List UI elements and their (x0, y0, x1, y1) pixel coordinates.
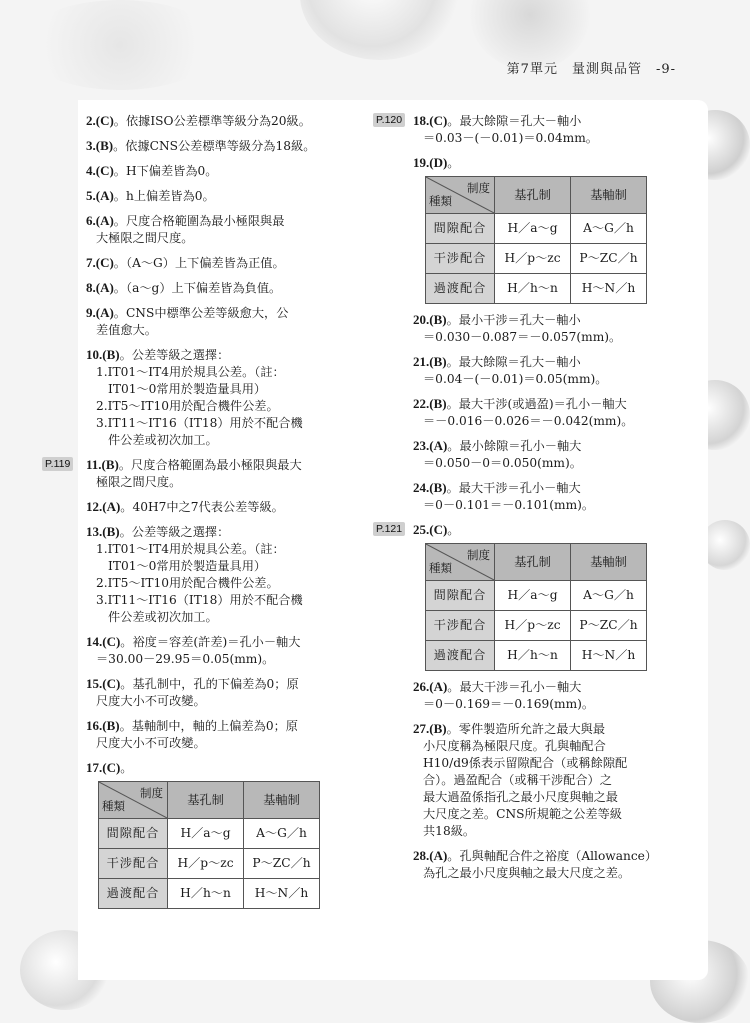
answer-text: 。基孔制中，孔的下偏差為0；原 (120, 677, 299, 691)
answer-number: 15.(C) (86, 676, 121, 691)
answer-line: 3.IT11～IT16（IT18）用於不配合機 (96, 416, 303, 430)
row-label: 過渡配合 (99, 879, 168, 909)
answer-number: 18.(C) (413, 113, 448, 128)
table-header-row (99, 782, 320, 819)
answer-item (413, 678, 675, 713)
table-cell: H／h～n (168, 879, 244, 909)
answer-line: 尺度大小不可改變。 (96, 736, 206, 750)
answer-text: 。最大干涉＝孔小－軸大 (446, 481, 581, 495)
fit-table (425, 543, 647, 671)
table-cell: P～ZC／h (571, 611, 647, 641)
answer-text: 。h上偏差皆為0。 (113, 189, 215, 203)
answer-item (86, 675, 344, 710)
answer-line: 小尺度稱為極限尺度。孔與軸配合 (423, 739, 606, 753)
answer-number: 7.(C) (86, 255, 114, 270)
answer-line (86, 137, 344, 155)
answer-number: 19.(D) (413, 155, 448, 170)
answer-line: 大極限之間尺度。 (96, 231, 194, 245)
answer-line (86, 279, 344, 297)
row-label: 間隙配合 (99, 819, 168, 849)
answer-text: 。（A～G）上下偏差皆為正值。 (113, 256, 285, 270)
table-cell: A～G／h (571, 581, 647, 611)
answer-number: 14.(C) (86, 634, 121, 649)
answer-number: 2.(C) (86, 113, 114, 128)
answer-item (413, 479, 675, 514)
answer-line: 極限之間尺度。 (96, 475, 182, 489)
answer-text: 。最小餘隙＝孔小－軸大 (447, 439, 582, 453)
answer-line (86, 675, 344, 693)
answer-line (86, 112, 344, 130)
answer-item (86, 633, 344, 668)
answer-line (86, 304, 344, 322)
column-header: 基軸制 (571, 177, 647, 214)
table-cell: H／p～zc (495, 244, 571, 274)
answer-line: 尺度大小不可改變。 (96, 694, 206, 708)
answer-line: ＝0.050－0＝0.050(mm)。 (423, 456, 582, 470)
column-header: 基軸制 (244, 782, 320, 819)
answer-item (413, 847, 675, 882)
answer-item (86, 717, 344, 752)
answer-line: 合）。過盈配合（或稱干涉配合）之 (423, 773, 612, 787)
answer-text: 。H下偏差皆為0。 (113, 164, 218, 178)
answer-item (86, 346, 344, 449)
table-cell: H～N／h (244, 879, 320, 909)
answer-line (413, 437, 675, 455)
answer-line: 3.IT11～IT16（IT18）用於不配合機 (96, 593, 303, 607)
table-corner-cell (426, 177, 495, 214)
answer-number: 12.(A) (86, 499, 121, 514)
answer-line (413, 154, 675, 172)
column-header: 基孔制 (495, 544, 571, 581)
answer-line (413, 678, 675, 696)
answer-number: 13.(B) (86, 524, 120, 539)
answer-number: 28.(A) (413, 848, 448, 863)
answer-number: 24.(B) (413, 480, 447, 495)
decorative-bubble (20, 0, 220, 90)
table-header-row (426, 544, 647, 581)
table-cell: H／h～n (495, 274, 571, 304)
answer-line: 為孔之最小尺度與軸之最大尺度之差。 (423, 866, 631, 880)
answer-text: 。 (120, 761, 133, 775)
answer-text: 。孔與軸配合件之裕度（Allowance） (447, 849, 658, 863)
answer-line: ＝－0.016－0.026＝－0.042(mm)。 (423, 414, 634, 428)
page-header: 第7單元 量測與品管 -9- (506, 62, 676, 77)
table-cell: H／p～zc (168, 849, 244, 879)
answer-number: 6.(A) (86, 213, 114, 228)
answer-text: 。依據CNS公差標準等級分為18級。 (113, 139, 316, 153)
answer-number: 20.(B) (413, 312, 447, 327)
answer-text: 。最大餘隙＝孔大－軸小 (447, 114, 582, 128)
row-label: 過渡配合 (426, 641, 495, 671)
answer-line: 2.IT5～IT10用於配合機件公差。 (96, 576, 279, 590)
corner-label-system: 制度 (467, 181, 490, 195)
answer-line: 件公差或初次加工。 (108, 610, 218, 624)
answer-number: 8.(A) (86, 280, 114, 295)
answer-line: ＝30.00－29.95＝0.05(mm)。 (96, 652, 275, 666)
table-cell: P～ZC／h (244, 849, 320, 879)
answer-line: ＝0.030－0.087＝－0.057(mm)。 (423, 330, 622, 344)
table-cell: P～ZC／h (571, 244, 647, 274)
answer-text: 。40H7中之7代表公差等級。 (120, 500, 284, 514)
table-row (426, 244, 647, 274)
answer-text: 。（a～g）上下偏差皆為負值。 (113, 281, 282, 295)
answer-column-left (45, 112, 344, 916)
answer-text: 。裕度＝容差(許差)＝孔小－軸大 (120, 635, 301, 649)
row-label: 干涉配合 (426, 244, 495, 274)
fit-table (98, 781, 320, 909)
answer-text: 。基軸制中，軸的上偏差為0；原 (119, 719, 298, 733)
answer-item (86, 304, 344, 339)
answer-item (413, 311, 675, 346)
answer-line (86, 254, 344, 272)
answer-item (413, 720, 675, 840)
answer-item (413, 395, 675, 430)
corner-label-type: 種類 (102, 799, 125, 813)
corner-label-system: 制度 (140, 786, 163, 800)
answer-line: 2.IT5～IT10用於配合機件公差。 (96, 399, 279, 413)
answer-item (86, 162, 344, 180)
table-row (426, 274, 647, 304)
table-cell: H～N／h (571, 641, 647, 671)
table-cell: H／a～g (495, 581, 571, 611)
answer-line: ＝0－0.169＝－0.169(mm)。 (423, 697, 595, 711)
answer-item (86, 254, 344, 272)
table-cell: H／a～g (168, 819, 244, 849)
answer-item (413, 437, 675, 472)
answer-line (86, 633, 344, 651)
answer-line: 差值愈大。 (96, 323, 157, 337)
answer-item (45, 456, 344, 491)
answer-item (86, 212, 344, 247)
answer-number: 16.(B) (86, 718, 120, 733)
row-label: 間隙配合 (426, 214, 495, 244)
table-row (426, 611, 647, 641)
row-label: 干涉配合 (426, 611, 495, 641)
answer-text: 。 (447, 156, 460, 170)
answer-line (413, 112, 675, 130)
table-cell: A～G／h (571, 214, 647, 244)
answer-line: 大尺度之差。CNS所規範之公差等級 (423, 807, 622, 821)
answer-line (413, 847, 675, 865)
column-header: 基軸制 (571, 544, 647, 581)
answer-item (86, 112, 344, 130)
answer-line: 件公差或初次加工。 (108, 433, 218, 447)
answer-number: 9.(A) (86, 305, 114, 320)
answer-line (86, 717, 344, 735)
answer-number: 17.(C) (86, 760, 121, 775)
answer-line (86, 498, 344, 516)
page-reference-tag: P.121 (373, 522, 405, 536)
table-row (426, 214, 647, 244)
answer-item (86, 137, 344, 155)
answer-text: 。尺度合格範圍為最小極限與最 (113, 214, 285, 228)
answer-number: 21.(B) (413, 354, 447, 369)
answer-column-right (376, 112, 675, 889)
table-cell: H～N／h (571, 274, 647, 304)
answer-item (413, 154, 675, 304)
table-cell: A～G／h (244, 819, 320, 849)
answer-line (413, 720, 675, 738)
table-row (99, 879, 320, 909)
answer-text: 。公差等級之選擇： (119, 525, 230, 539)
answer-number: 5.(A) (86, 188, 114, 203)
answer-text: 。最小干涉＝孔大－軸小 (446, 313, 581, 327)
answer-text: 。 (447, 523, 460, 537)
answer-line (413, 479, 675, 497)
row-label: 過渡配合 (426, 274, 495, 304)
answer-text: 。尺度合格範圍為最小極限與最大 (118, 458, 302, 472)
page-reference-tag: P.119 (42, 457, 73, 471)
decorative-bubble (300, 0, 460, 60)
answer-line: 1.IT01～IT4用於規具公差。（註： (96, 542, 285, 556)
answer-line: 1.IT01～IT4用於規具公差。（註： (96, 365, 285, 379)
answer-text: 。最大干涉(或過盈)＝孔小－軸大 (446, 397, 627, 411)
answer-number: 10.(B) (86, 347, 120, 362)
answer-text: 。公差等級之選擇： (119, 348, 230, 362)
answer-line: IT01～0常用於製造量具用） (108, 559, 267, 573)
answer-line (413, 521, 675, 539)
answer-line: H10/d9係表示留隙配合（或稱餘隙配 (423, 756, 628, 770)
table-corner-cell (426, 544, 495, 581)
column-header: 基孔制 (495, 177, 571, 214)
answer-number: 3.(B) (86, 138, 114, 153)
answer-line (413, 395, 675, 413)
answer-line (86, 187, 344, 205)
row-label: 間隙配合 (426, 581, 495, 611)
answer-line (86, 346, 344, 364)
answer-text: 。零件製造所允許之最大與最 (446, 722, 606, 736)
answer-item (86, 523, 344, 626)
answer-line (86, 456, 344, 474)
answer-number: 25.(C) (413, 522, 448, 537)
corner-label-type: 種類 (429, 561, 452, 575)
answer-line: IT01～0常用於製造量具用） (108, 382, 267, 396)
answer-text: 。依據ISO公差標準等級分為20級。 (113, 114, 311, 128)
answer-number: 4.(C) (86, 163, 114, 178)
answer-item (376, 521, 675, 671)
table-row (99, 849, 320, 879)
answer-line: ＝0－0.101＝－0.101(mm)。 (423, 498, 595, 512)
answer-line (86, 212, 344, 230)
table-cell: H／h～n (495, 641, 571, 671)
answer-text: 。CNS中標準公差等級愈大，公 (113, 306, 289, 320)
table-cell: H／a～g (495, 214, 571, 244)
answer-number: 26.(A) (413, 679, 448, 694)
answer-number: 23.(A) (413, 438, 448, 453)
fit-table (425, 176, 647, 304)
table-corner-cell (99, 782, 168, 819)
answer-item (413, 353, 675, 388)
answer-line: 共18級。 (423, 824, 476, 838)
answer-line: ＝0.03－(－0.01)＝0.04mm。 (423, 131, 598, 145)
answer-line (86, 759, 344, 777)
answer-item (86, 279, 344, 297)
answer-line: 最大過盈係指孔之最小尺度與軸之最 (423, 790, 618, 804)
answer-number: 22.(B) (413, 396, 447, 411)
answer-item (86, 759, 344, 909)
table-row (426, 581, 647, 611)
table-cell: H／p～zc (495, 611, 571, 641)
row-label: 干涉配合 (99, 849, 168, 879)
answer-line: ＝0.04－(－0.01)＝0.05(mm)。 (423, 372, 608, 386)
answer-line (413, 311, 675, 329)
page-reference-tag: P.120 (373, 113, 405, 127)
answer-line (413, 353, 675, 371)
column-header: 基孔制 (168, 782, 244, 819)
answer-line (86, 162, 344, 180)
table-row (426, 641, 647, 671)
answer-number: 27.(B) (413, 721, 447, 736)
answer-item (86, 498, 344, 516)
answer-line (86, 523, 344, 541)
answer-item (86, 187, 344, 205)
corner-label-system: 制度 (467, 548, 490, 562)
answer-text: 。最大干涉＝孔小－軸大 (447, 680, 582, 694)
table-row (99, 819, 320, 849)
table-header-row (426, 177, 647, 214)
answer-text: 。最大餘隙＝孔大－軸小 (446, 355, 581, 369)
corner-label-type: 種類 (429, 194, 452, 208)
answer-number: 11.(B) (86, 457, 119, 472)
answer-item (376, 112, 675, 147)
